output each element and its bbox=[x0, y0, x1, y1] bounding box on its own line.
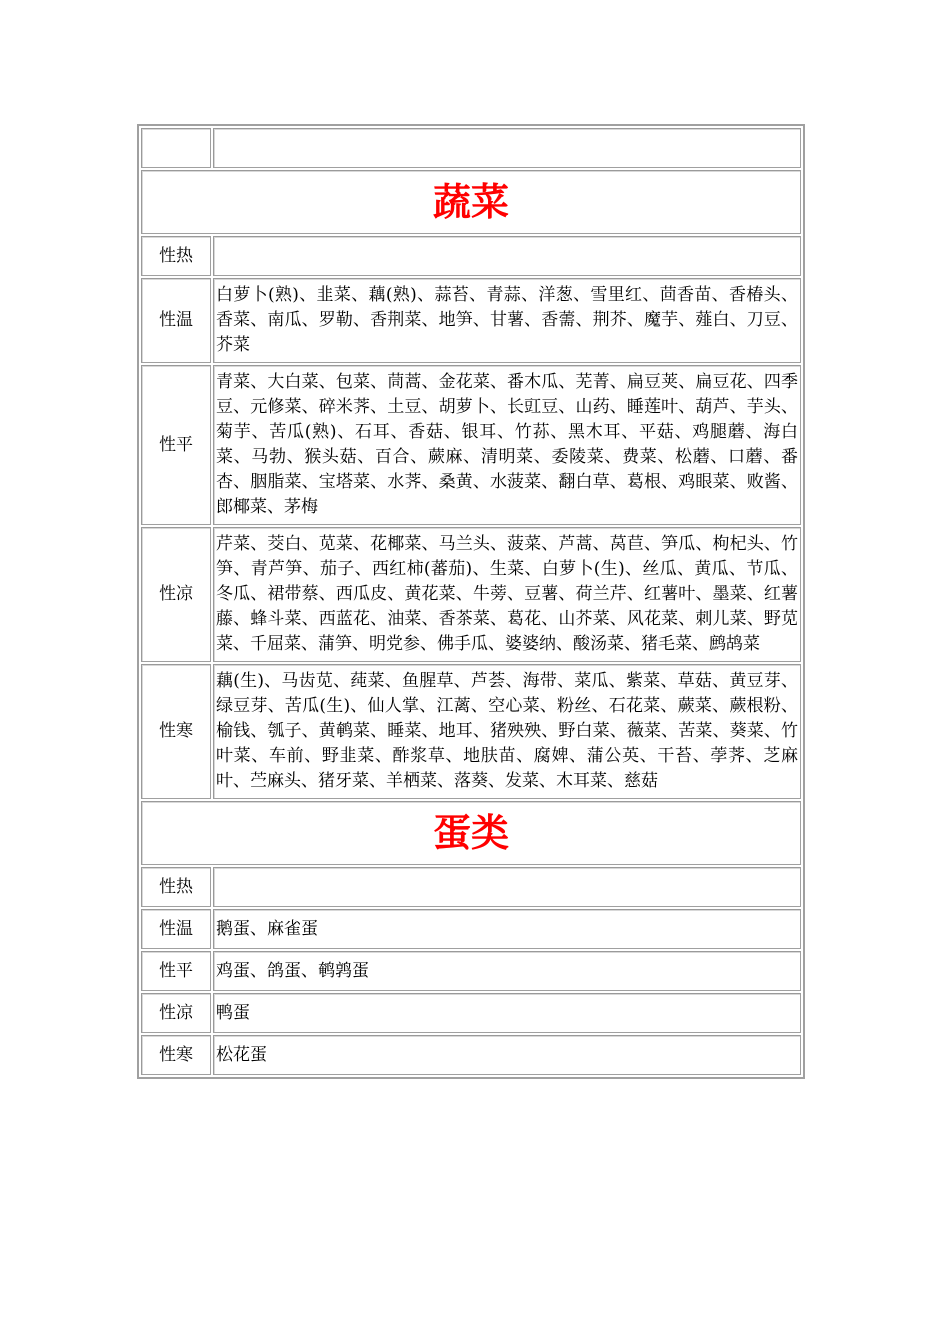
food-nature-table bbox=[137, 124, 805, 1079]
empty-content-cell bbox=[213, 128, 801, 168]
food-list: 鹅蛋、麻雀蛋 bbox=[213, 909, 801, 949]
table-header-row bbox=[141, 128, 801, 168]
food-list: 松花蛋 bbox=[213, 1035, 801, 1075]
table-row bbox=[141, 365, 801, 525]
food-list: 青菜、大白菜、包菜、茼蒿、金花菜、番木瓜、芜菁、扁豆荚、扁豆花、四季豆、元修菜、碎米荠、土豆、胡萝卜、长豇豆、山药、睡莲叶、葫芦、芋头、菊芋、苦瓜(熟)、石耳、香菇、银耳、竹荪、黑木耳、平菇、鸡腿蘑、海白菜、马勃、猴头菇、百合、蕨麻、清明菜、委陵菜、费菜、松蘑、口蘑、番杏、胭脂菜、宝塔菜、水荠、桑黄、水菠菜、翻白草、葛根、鸡眼菜、败酱、郎椰菜、茅梅 bbox=[213, 365, 801, 525]
nature-label: 性温 bbox=[141, 909, 211, 949]
empty-label-cell bbox=[141, 128, 211, 168]
food-list: 白萝卜(熟)、韭菜、藕(熟)、蒜苔、青蒜、洋葱、雪里红、茴香苗、香椿头、香菜、南瓜、罗勒、香荆菜、地笋、甘薯、香薷、荆芥、魔芋、薤白、刀豆、芥菜 bbox=[213, 278, 801, 363]
food-list: 芹菜、茭白、苋菜、花椰菜、马兰头、菠菜、芦蒿、莴苣、笋瓜、枸杞头、竹笋、青芦笋、茄子、西红柿(蕃茄)、生菜、白萝卜(生)、丝瓜、黄瓜、节瓜、冬瓜、裙带蔡、西瓜皮、黄花菜、牛蒡、豆薯、荷兰芹、红薯叶、墨菜、红薯藤、蜂斗菜、西蓝花、油菜、香茶菜、葛花、山芥菜、风花菜、刺儿菜、野苋菜、千屈菜、蒲笋、明党参、佛手瓜、婆婆纳、酸汤菜、猪毛菜、鹧鸪菜 bbox=[213, 527, 801, 662]
food-list: 鸭蛋 bbox=[213, 993, 801, 1033]
section-title-row bbox=[141, 801, 801, 865]
table-row bbox=[141, 951, 801, 991]
section-title-eggs: 蛋类 bbox=[141, 801, 801, 865]
table-row bbox=[141, 527, 801, 662]
section-title-vegetables: 蔬菜 bbox=[141, 170, 801, 234]
food-list bbox=[213, 867, 801, 907]
section-title-row bbox=[141, 170, 801, 234]
table-row bbox=[141, 278, 801, 363]
nature-label: 性热 bbox=[141, 236, 211, 276]
nature-label: 性平 bbox=[141, 365, 211, 525]
nature-label: 性寒 bbox=[141, 664, 211, 799]
nature-label: 性凉 bbox=[141, 993, 211, 1033]
nature-label: 性凉 bbox=[141, 527, 211, 662]
table-row bbox=[141, 664, 801, 799]
nature-label: 性寒 bbox=[141, 1035, 211, 1075]
table-row bbox=[141, 236, 801, 276]
food-list: 藕(生)、马齿苋、莼菜、鱼腥草、芦荟、海带、菜瓜、紫菜、草菇、黄豆芽、绿豆芽、苦瓜(生)、仙人掌、江蓠、空心菜、粉丝、石花菜、蕨菜、蕨根粉、榆钱、瓠子、黄鹌菜、睡菜、地耳、猪殃殃、野白菜、薇菜、苦菜、葵菜、竹叶菜、车前、野韭菜、酢浆草、地肤苗、腐婢、蒲公英、干苔、荸荠、芝麻叶、苎麻头、猪牙菜、羊栖菜、落葵、发菜、木耳菜、慈菇 bbox=[213, 664, 801, 799]
table-row bbox=[141, 1035, 801, 1075]
table-row bbox=[141, 909, 801, 949]
food-list: 鸡蛋、鸽蛋、鹌鹑蛋 bbox=[213, 951, 801, 991]
table-row bbox=[141, 993, 801, 1033]
nature-label: 性平 bbox=[141, 951, 211, 991]
nature-label: 性热 bbox=[141, 867, 211, 907]
table-row bbox=[141, 867, 801, 907]
food-list bbox=[213, 236, 801, 276]
nature-label: 性温 bbox=[141, 278, 211, 363]
